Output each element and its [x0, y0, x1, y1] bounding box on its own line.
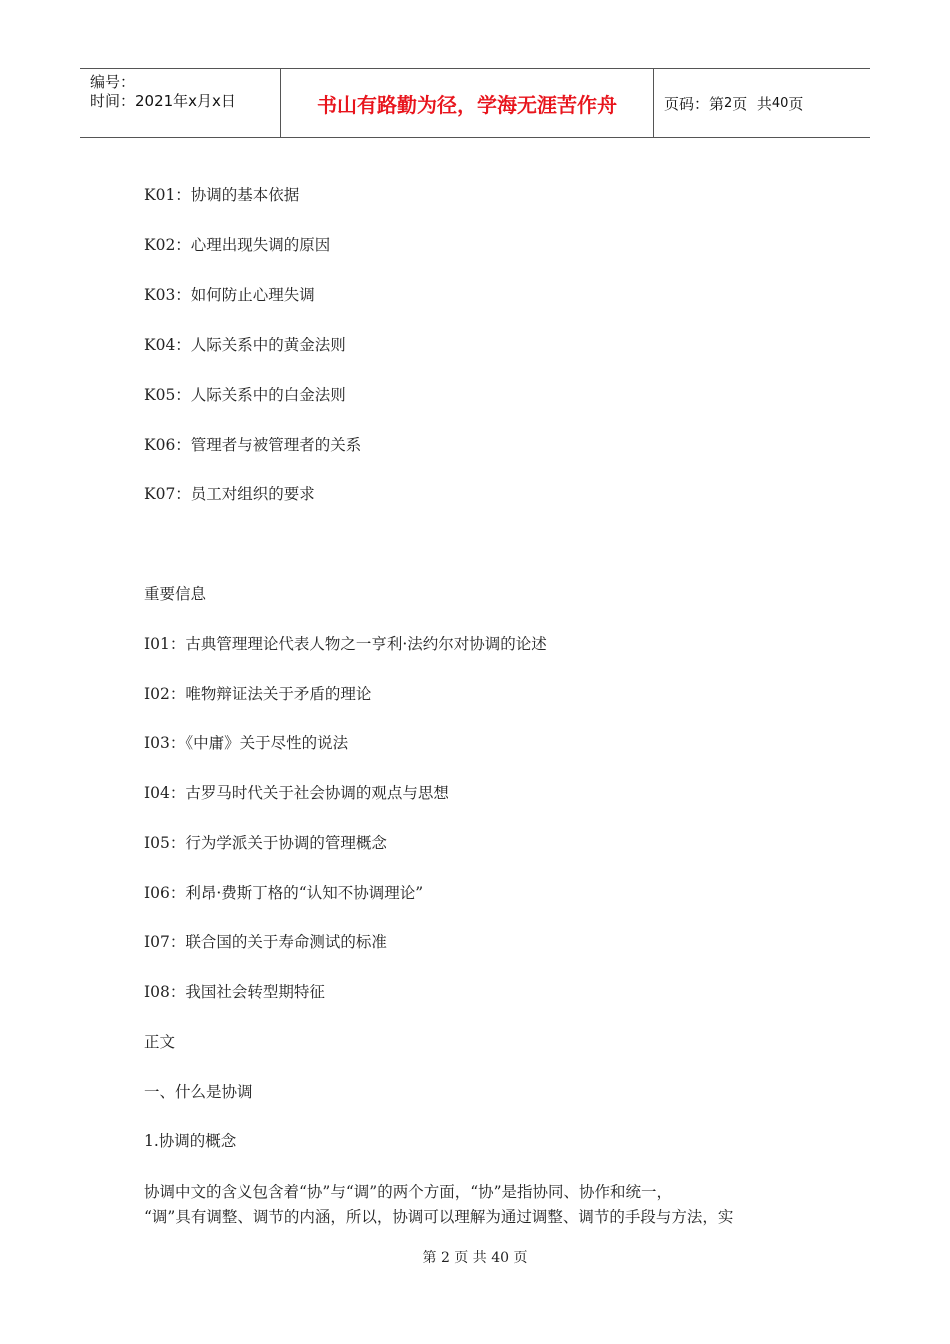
- info-item: I07：联合国的关于寿命测试的标准: [144, 933, 387, 951]
- knowledge-item: K03：如何防止心理失调: [144, 286, 315, 304]
- info-item: I01：古典管理理论代表人物之一亨利·法约尔对协调的论述: [144, 635, 547, 653]
- page-footer: 第 2 页 共 40 页: [422, 1250, 528, 1266]
- knowledge-item: K05：人际关系中的白金法则: [144, 386, 346, 404]
- section-heading: 一、什么是协调: [144, 1083, 253, 1101]
- header-page-info: [654, 69, 870, 137]
- subsection-heading: 1.协调的概念: [144, 1132, 237, 1150]
- knowledge-item: K07：员工对组织的要求: [144, 485, 315, 503]
- knowledge-item: K02：心理出现失调的原因: [144, 236, 331, 254]
- paragraph-line: “调”具有调整、调节的内涵，所以，协调可以理解为通过调整、调节的手段与方法，实: [144, 1208, 734, 1226]
- header-meta: [80, 69, 281, 137]
- page-header: [80, 68, 870, 138]
- info-item: I02：唯物辩证法关于矛盾的理论: [144, 685, 372, 703]
- header-motto: 书山有路勤为径，学海无涯苦作舟: [281, 69, 654, 137]
- document-number-label: 编号：: [90, 73, 136, 91]
- info-item: I08：我国社会转型期特征: [144, 983, 325, 1001]
- info-item: I06：利昂·费斯丁格的“认知不协调理论”: [144, 884, 424, 902]
- info-item: I05：行为学派关于协调的管理概念: [144, 834, 387, 852]
- document-time-label: 时间：2021年x月x日: [90, 92, 236, 110]
- knowledge-item: K06：管理者与被管理者的关系: [144, 436, 362, 454]
- page-current: 2: [724, 95, 733, 111]
- knowledge-item: K04：人际关系中的黄金法则: [144, 336, 346, 354]
- page-end: 页: [788, 94, 804, 113]
- page-total: 40: [771, 95, 789, 111]
- info-item: I03：《中庸》关于尽性的说法: [144, 734, 349, 752]
- important-heading: 重要信息: [144, 585, 207, 603]
- main-heading: 正文: [144, 1033, 176, 1051]
- knowledge-item: K01：协调的基本依据: [144, 186, 300, 204]
- paragraph-line: 协调中文的含义包含着“协”与“调”的两个方面，“协”是指协同、协作和统一，: [144, 1183, 673, 1201]
- page-label: 页码：第: [664, 94, 725, 113]
- info-item: I04：古罗马时代关于社会协调的观点与思想: [144, 784, 449, 802]
- page-mid: 页 共: [732, 94, 772, 113]
